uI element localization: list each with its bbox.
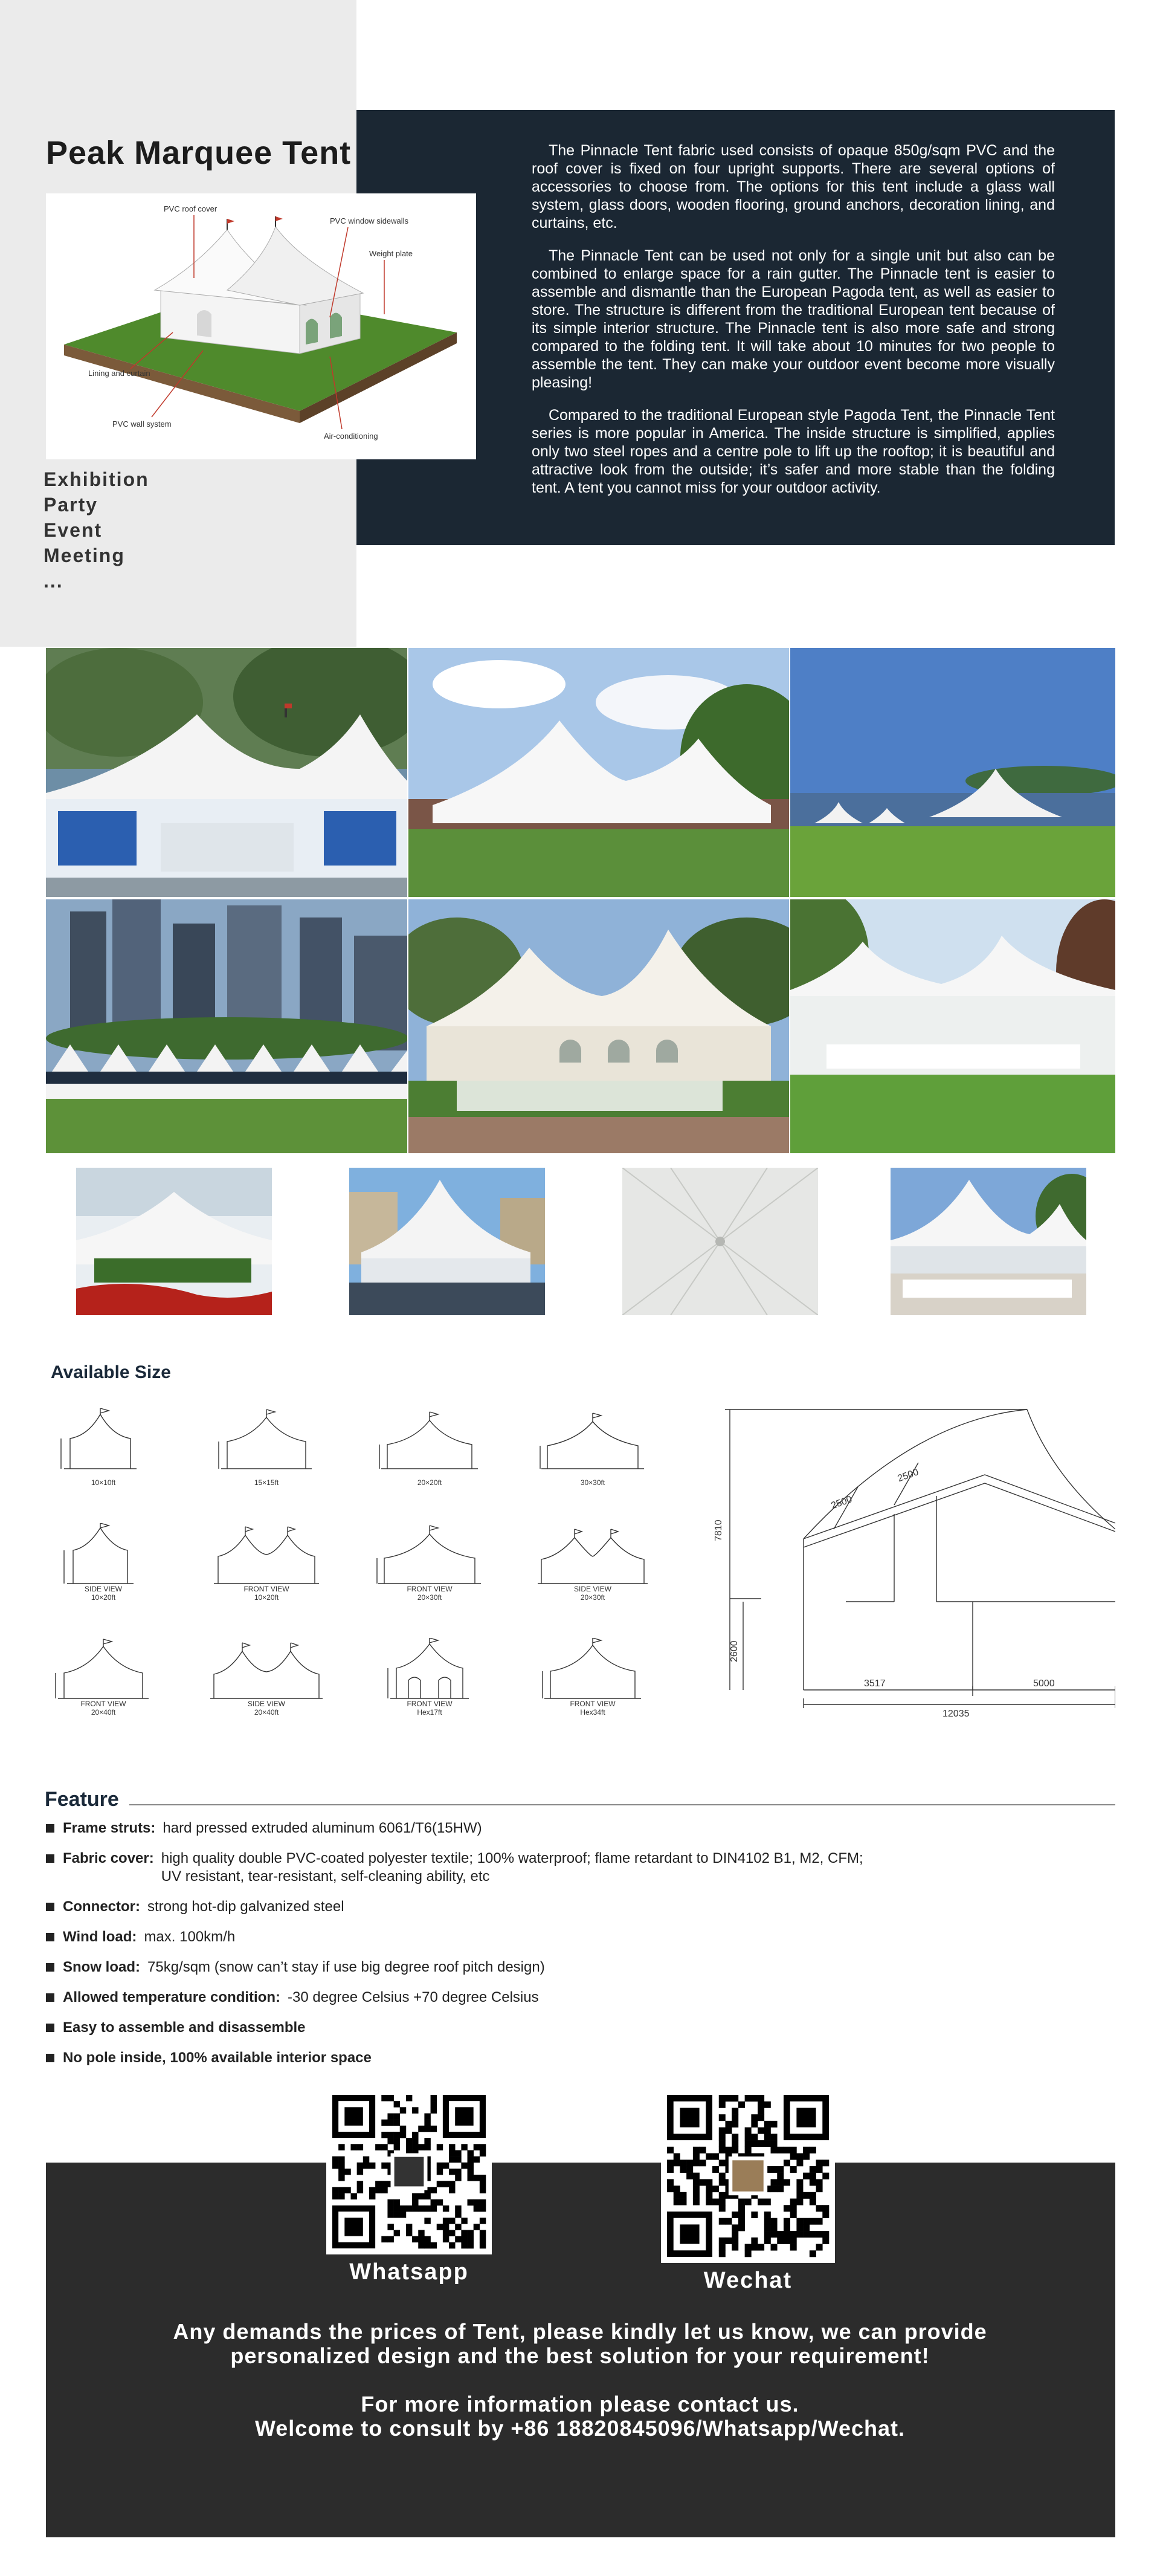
size-dimension-label: 10×10ft bbox=[91, 1478, 116, 1487]
photo-party-tent bbox=[891, 1168, 1086, 1315]
dim-segment-1: 3517 bbox=[864, 1678, 886, 1689]
feature-value: -30 degree Celsius +70 degree Celsius bbox=[288, 1989, 539, 2005]
photo-wedding-tent bbox=[408, 899, 789, 1153]
feature-row bbox=[45, 1928, 1011, 1946]
size-drawing bbox=[535, 1638, 668, 1735]
usage-item: Exhibition bbox=[44, 468, 149, 490]
diagram-label-lining: Lining and curtain bbox=[88, 369, 150, 378]
feature-row bbox=[45, 1819, 1011, 1837]
feature-label: Snow load: bbox=[63, 1959, 140, 1975]
feature-row bbox=[45, 1898, 1011, 1916]
available-size-title: Available Size bbox=[51, 1362, 171, 1382]
size-drawing bbox=[372, 1638, 505, 1735]
photo-lakeside-tents bbox=[790, 648, 1115, 897]
tent-component-diagram bbox=[46, 193, 476, 459]
feature-title: Feature bbox=[45, 1788, 119, 1811]
feature-label: Allowed temperature condition: bbox=[63, 1989, 281, 2005]
contact-line-info: For more information please contact us. bbox=[361, 2392, 799, 2416]
size-drawing bbox=[372, 1523, 505, 1620]
feature-value: strong hot-dip galvanized steel bbox=[147, 1898, 344, 1915]
size-dimension-label: 20×30ft bbox=[417, 1593, 442, 1602]
wechat-qr-code[interactable] bbox=[661, 2089, 835, 2263]
feature-row bbox=[45, 2049, 1011, 2067]
size-dimension-label: 30×30ft bbox=[580, 1478, 605, 1487]
wechat-label: Wechat bbox=[703, 2268, 793, 2293]
size-view-label: SIDE VIEW bbox=[573, 1585, 611, 1593]
usage-item: ... bbox=[44, 570, 63, 592]
dim-eave: 2600 bbox=[729, 1640, 740, 1662]
usage-item: Party bbox=[44, 494, 98, 516]
bullet-icon bbox=[46, 1824, 54, 1833]
size-drawing bbox=[46, 1638, 179, 1735]
size-view-label: FRONT VIEW bbox=[407, 1700, 453, 1708]
description-paragraph: The Pinnacle Tent can be used not only for a single unit but also can be combined to enlarge space for a rain gutter. The Pinnacle tent is easier to assemble and dismantle than the European Pagoda tent, as well as easier to store. The structure is different from the traditional European tent because of its simple interior structure. The Pinnacle tent is also more safe and strong compared to the folding tent. It will take about 10 minutes for two people to assemble the tent. They can make your outdoor event become more visually pleasing! bbox=[532, 247, 1055, 391]
photo-lawn-tents bbox=[408, 648, 789, 897]
feature-value: high quality double PVC-coated polyester textile; 100% waterproof; flame retardant to DIN4102 B1, M2, CFM; UV resistant, tear-resistant, self-cleaning ability, etc bbox=[161, 1850, 863, 1885]
feature-row bbox=[45, 1958, 1011, 1976]
contact-line-demands: Any demands the prices of Tent, please kindly let us know, we can provide personalized design and the best solution for your requirement! bbox=[173, 2319, 987, 2368]
diagram-label-air: Air-conditioning bbox=[324, 432, 378, 441]
photo-banquet-tent bbox=[790, 899, 1115, 1153]
dim-segment-2: 5000 bbox=[1033, 1678, 1055, 1689]
size-view-label: FRONT VIEW bbox=[243, 1585, 289, 1593]
diagram-label-wall: PVC wall system bbox=[112, 419, 172, 429]
bullet-icon bbox=[46, 1963, 54, 1972]
feature-value: hard pressed extruded aluminum 6061/T6(15HW) bbox=[163, 1820, 482, 1836]
size-view-label: FRONT VIEW bbox=[407, 1585, 453, 1593]
description-text bbox=[532, 141, 1055, 511]
dim-height: 7810 bbox=[714, 1519, 724, 1541]
size-drawing bbox=[209, 1408, 342, 1505]
feature-label: Easy to assemble and disassemble bbox=[63, 2019, 306, 2036]
usage-item: Meeting bbox=[44, 545, 125, 566]
size-dimension-label: 20×30ft bbox=[580, 1593, 605, 1602]
feature-value: max. 100km/h bbox=[144, 1929, 236, 1945]
whatsapp-label: Whatsapp bbox=[349, 2259, 469, 2285]
size-dimension-label: 10×20ft bbox=[254, 1593, 279, 1602]
contact-line-phone: Welcome to consult by +86 18820845096/Whatsapp/Wechat. bbox=[254, 2416, 906, 2441]
size-drawing bbox=[372, 1408, 505, 1505]
feature-label: Fabric cover: bbox=[63, 1850, 154, 1866]
diagram-label-weight: Weight plate bbox=[369, 249, 413, 258]
size-dimension-label: 20×20ft bbox=[417, 1478, 442, 1487]
size-view-label: FRONT VIEW bbox=[80, 1700, 126, 1708]
usage-list bbox=[44, 467, 149, 594]
size-drawing bbox=[209, 1523, 342, 1620]
feature-label: Wind load: bbox=[63, 1929, 137, 1945]
size-drawing bbox=[535, 1408, 668, 1505]
feature-row bbox=[45, 2019, 1011, 2037]
cross-section-drawing bbox=[713, 1402, 1115, 1741]
feature-value: 75kg/sqm (snow can’t stay if use big degree roof pitch design) bbox=[147, 1959, 545, 1975]
feature-list bbox=[45, 1819, 1011, 2079]
bullet-icon bbox=[46, 2054, 54, 2062]
feature-label: Connector: bbox=[63, 1898, 140, 1915]
diagram-label-roof: PVC roof cover bbox=[164, 204, 218, 213]
description-paragraph: The Pinnacle Tent fabric used consists of opaque 850g/sqm PVC and the roof cover is fixed on four upright supports. There are several options of accessories to choose from. The options for this tent include a glass wall system, glass doors, wooden flooring, ground anchors, decoration lining, and curtains, etc. bbox=[532, 142, 1055, 231]
feature-divider bbox=[129, 1804, 1115, 1805]
size-dimension-label: 20×40ft bbox=[91, 1708, 116, 1717]
size-view-label: FRONT VIEW bbox=[570, 1700, 616, 1708]
photo-hotel-tent bbox=[349, 1168, 545, 1315]
feature-label: Frame struts: bbox=[63, 1820, 156, 1836]
size-drawing bbox=[46, 1408, 179, 1505]
bullet-icon bbox=[46, 1903, 54, 1911]
bullet-icon bbox=[46, 1933, 54, 1941]
page-title: Peak Marquee Tent bbox=[46, 135, 352, 171]
feature-row bbox=[45, 1849, 1011, 1886]
size-drawing bbox=[46, 1523, 179, 1620]
size-drawing bbox=[535, 1523, 668, 1620]
description-paragraph: Compared to the traditional European style Pagoda Tent, the Pinnacle Tent series is more popular in America. The inside structure is simplified, applies only two steel ropes and a centre pole to lift up the rooftop; it is beautiful and attractive look from the outside; it’s safer and more stable than the folding tent. A tent you cannot miss for your outdoor activity. bbox=[532, 407, 1055, 496]
contact-message bbox=[121, 2320, 1039, 2441]
size-dimension-label: 10×20ft bbox=[91, 1593, 116, 1602]
bullet-icon bbox=[46, 1854, 54, 1863]
size-dimension-label: 15×15ft bbox=[254, 1478, 279, 1487]
dim-total: 12035 bbox=[942, 1709, 970, 1719]
feature-label: No pole inside, 100% available interior space bbox=[63, 2050, 372, 2066]
diagram-label-window: PVC window sidewalls bbox=[330, 216, 409, 225]
size-drawing bbox=[209, 1638, 342, 1735]
bullet-icon bbox=[46, 1993, 54, 2002]
size-dimension-label: 20×40ft bbox=[254, 1708, 279, 1717]
photo-red-carpet-tent bbox=[76, 1168, 272, 1315]
size-view-label: SIDE VIEW bbox=[247, 1700, 285, 1708]
feature-row bbox=[45, 1989, 1011, 2007]
whatsapp-qr-code[interactable] bbox=[326, 2089, 492, 2254]
photo-exhibition-tent bbox=[46, 648, 407, 897]
size-view-label: SIDE VIEW bbox=[84, 1585, 122, 1593]
photo-tent-interior bbox=[622, 1168, 818, 1315]
size-dimension-label: Hex34ft bbox=[580, 1708, 605, 1717]
dim-rafter-2: 2500 bbox=[896, 1467, 920, 1484]
usage-item: Event bbox=[44, 519, 103, 541]
size-dimension-label: Hex17ft bbox=[417, 1708, 442, 1717]
photo-city-tents bbox=[46, 899, 407, 1153]
size-drawings-grid bbox=[46, 1408, 674, 1747]
dim-rafter-1: 2500 bbox=[830, 1494, 854, 1512]
bullet-icon bbox=[46, 2024, 54, 2032]
